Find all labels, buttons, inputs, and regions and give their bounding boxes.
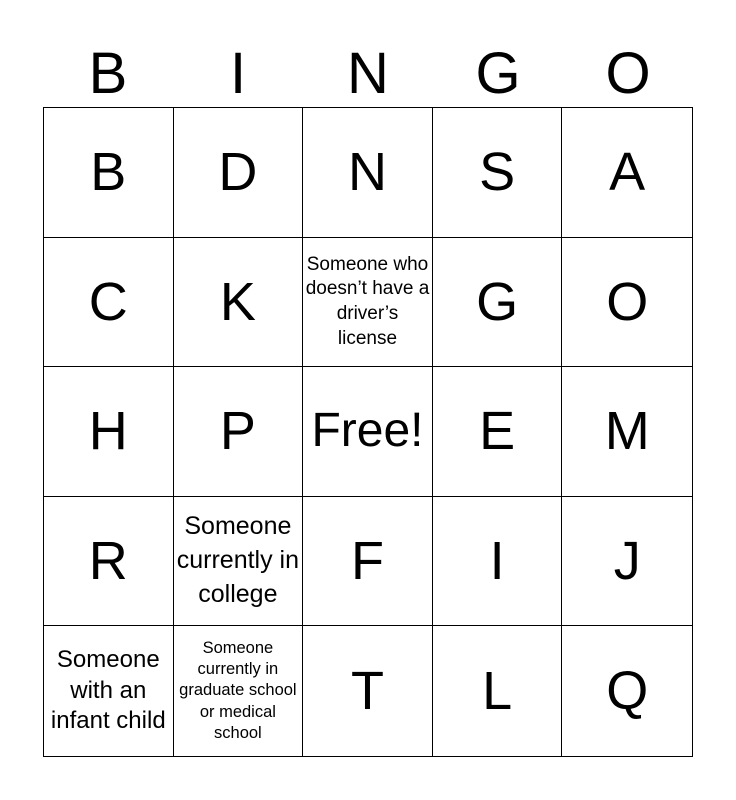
cell-label: H (88, 401, 128, 462)
bingo-cell[interactable] (433, 497, 563, 627)
bingo-cell[interactable] (562, 626, 692, 756)
cell-label: T (350, 661, 384, 722)
bingo-cell[interactable] (174, 367, 304, 497)
cell-label: N (347, 142, 387, 203)
cell-label: K (219, 271, 256, 332)
bingo-cell[interactable] (44, 367, 174, 497)
header-letter-o: O (605, 41, 651, 106)
cell-label: C (88, 271, 128, 332)
cell-label: Someone who doesn’t have a driver’s license (305, 253, 430, 349)
cell-label: I (489, 531, 505, 592)
cell-label: F (350, 531, 384, 592)
bingo-cell[interactable] (303, 108, 433, 238)
cell-label: O (606, 271, 649, 332)
bingo-cell[interactable] (174, 626, 304, 756)
bingo-cell[interactable] (303, 367, 433, 497)
bingo-cell[interactable] (44, 626, 174, 756)
bingo-cell[interactable] (562, 238, 692, 368)
header-letter-i: I (229, 41, 247, 106)
bingo-cell[interactable] (174, 497, 304, 627)
bingo-cell[interactable] (44, 108, 174, 238)
cell-label: S (479, 142, 516, 203)
cell-label: J (613, 531, 641, 592)
bingo-cell[interactable] (174, 238, 304, 368)
bingo-board (43, 107, 693, 757)
bingo-cell[interactable] (433, 626, 563, 756)
free-space-label: Free! (311, 404, 424, 458)
cell-label: Someone with an infant child (50, 646, 166, 735)
bingo-cell[interactable] (562, 497, 692, 627)
bingo-cell[interactable] (303, 497, 433, 627)
cell-label: Someone currently in college (176, 512, 300, 608)
cell-label: R (88, 531, 128, 592)
bingo-cell[interactable] (44, 238, 174, 368)
bingo-header (43, 40, 693, 108)
bingo-cell[interactable] (433, 367, 563, 497)
cell-label: A (609, 142, 646, 203)
header-letter-b: B (88, 41, 128, 106)
cell-label: Q (606, 661, 649, 722)
header-letter-n: N (347, 41, 389, 106)
bingo-cell[interactable] (562, 367, 692, 497)
cell-label: G (476, 271, 519, 332)
cell-label: E (479, 401, 516, 462)
cell-label: M (604, 401, 650, 462)
cell-label: D (218, 142, 258, 203)
bingo-cell[interactable] (303, 238, 433, 368)
bingo-cell[interactable] (562, 108, 692, 238)
cell-label: B (90, 142, 127, 203)
cell-label: Someone currently in graduate school or medical school (179, 638, 297, 743)
bingo-cell[interactable] (433, 238, 563, 368)
cell-label: P (219, 401, 256, 462)
bingo-cell[interactable] (433, 108, 563, 238)
bingo-cell[interactable] (303, 626, 433, 756)
bingo-cell[interactable] (44, 497, 174, 627)
cell-label: L (482, 661, 513, 722)
header-letter-g: G (475, 41, 521, 106)
bingo-cell[interactable] (174, 108, 304, 238)
